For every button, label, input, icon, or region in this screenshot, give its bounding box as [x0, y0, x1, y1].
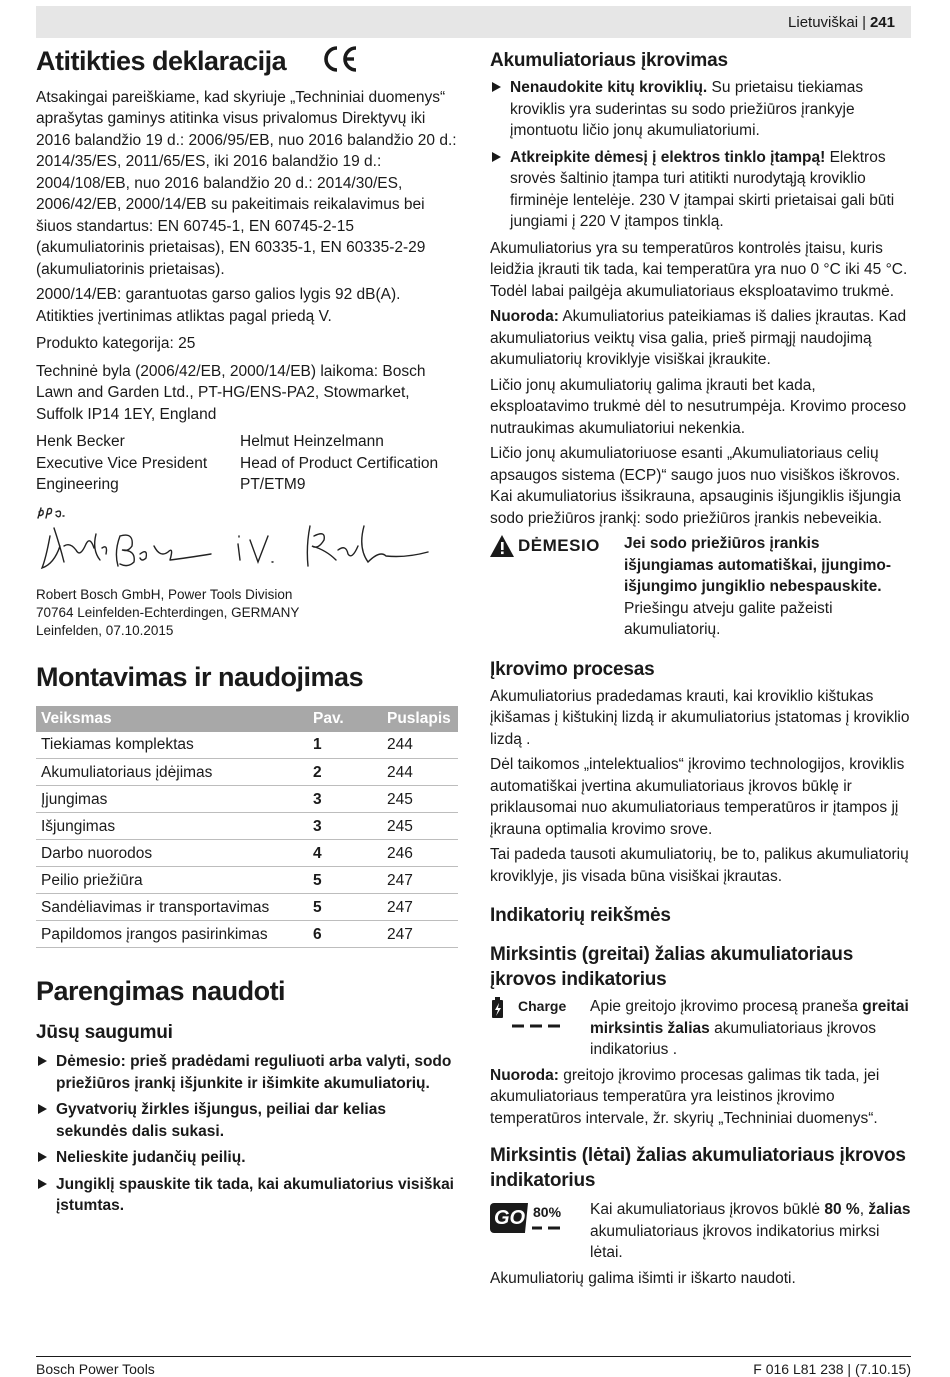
charging-paragraph-3: Ličio jonų akumuliatoriuose esanti „Akumuliatoriaus celių apsaugos sistema (ECP)“ saugo juos nuo visiškos iškrovos. Kai akumuliatorius išsikrauna, apsauginis išjungiklis išjungia sodo priežiūros įrankį: sodo priežiūros įrankis nebeveikia.: [490, 445, 901, 527]
right-column: [490, 48, 912, 1293]
ce-mark-icon: [321, 45, 359, 81]
safety-subheading: Jūsų saugumui: [36, 1022, 173, 1044]
fast-indicator-note: Nuoroda: greitojo įkrovimo procesas galimas tik tada, jei akumuliatoriaus temperatūra yra leistinos įkrovimo temperatūros intervale, žr. skyrių „Techniniai duomenys“.: [490, 1066, 880, 1127]
declaration-heading: Atitikties deklaracija: [36, 44, 458, 81]
table-row: Darbo nuorodos 4 246: [36, 840, 458, 867]
charging-list: [490, 77, 912, 233]
process-paragraph-1: Akumuliatorius pradedamas krauti, kai kroviklio kištukas įkišamas į kištukinį lizdą ir akumuliatorius įstatomas į kroviklio lizdą .: [490, 687, 910, 748]
signer-2: Helmut Heinzelmann Head of Product Certification PT/ETM9: [240, 433, 439, 494]
preparation-heading: Parengimas naudoti: [36, 976, 286, 1007]
process-paragraph-3: Tai padeda tausoti akumuliatorių, be to, palikus akumuliatorių kroviklyje, jis visada būna visiškai įkrautas.: [490, 846, 909, 885]
handwritten-signatures: [36, 506, 458, 580]
declaration-paragraph-3: Produkto kategorija: 25: [36, 335, 196, 353]
charge-icon-label: Charge: [518, 998, 567, 1014]
header-bar: [36, 6, 911, 38]
warning-block: [490, 533, 912, 641]
list-item: Gyvatvorių žirkles išjungus, peiliai dar kelias sekundės dalis sukasi.: [36, 1099, 458, 1142]
left-column: [36, 44, 458, 1222]
table-row: Įjungimas 3 245: [36, 786, 458, 813]
go-icon-percent: 80%: [533, 1204, 562, 1220]
process-heading: Įkrovimo procesas: [490, 658, 655, 680]
page-number: Lietuviškai | 241: [788, 14, 895, 31]
signer-1: Henk Becker Executive Vice President Engineering: [36, 433, 208, 494]
charge-indicator-icon: [490, 996, 590, 1046]
list-item: Jungiklį spauskite tik tada, kai akumuliatorius visiškai įstumtas.: [36, 1174, 458, 1217]
list-item: Atkreipkite dėmesį į elektros tinklo įtampą! Elektros srovės šaltinio įtampa turi atitikti nurodytąją kroviklio firminėje lentelėje. 230 V įtampai skirti prietaisai gali būti jungiami į 220 V įtampos tinklą.: [490, 147, 912, 233]
assembly-heading: Montavimas ir naudojimas: [36, 661, 364, 692]
warning-triangle-icon: [490, 535, 514, 557]
process-paragraph-2: Dėl taikomos „intelektualios“ įkrovimo technologijos, kroviklis automatiškai įvertina akumuliatoriaus įkrovos būklę ir priklausomai nuo akumuliatoriaus temperatūros ir įtampos jį įkrauna optimalia krovimo srove.: [490, 756, 905, 838]
table-header-row: [36, 706, 458, 732]
fast-indicator-text: Apie greitojo įkrovimo procesą praneša greitai mirksintis žalias akumuliatoriaus įkrovos indikatorius .: [590, 998, 909, 1058]
charging-heading: Akumuliatoriaus įkrovimas: [490, 50, 728, 71]
table-row: Sandėliavimas ir transportavimas 5 247: [36, 894, 458, 921]
footer-brand: Bosch Power Tools: [36, 1361, 155, 1377]
fast-indicator-row: [490, 996, 912, 1065]
charging-note: Nuoroda: Akumuliatorius pateikiamas iš dalies įkrautas. Kad akumuliatorius veiktų visa galia, prieš pirmąjį naudojimą akumuliatorių kroviklyje visiškai įkraukite.: [490, 308, 907, 368]
column-header: Puslapis: [382, 706, 458, 732]
signers: [36, 431, 458, 496]
declaration-paragraph-2: 2000/14/EB: garantuotas garso galios lygis 92 dB(A). Atitikties įvertinimas atliktas pagal priedą V.: [36, 286, 401, 325]
slow-indicator-text: Kai akumuliatoriaus įkrovos būklė 80 %, žalias akumuliatoriaus įkrovos indikatorius mirksi lėtai.: [590, 1201, 911, 1261]
assembly-table: [36, 706, 458, 949]
company-address: Robert Bosch GmbH, Power Tools Division 70764 Leinfelden-Echterdingen, GERMANY Leinfelden, 07.10.2015: [36, 586, 300, 638]
final-paragraph: Akumuliatorių galima išimti ir iškarto naudoti.: [490, 1269, 796, 1287]
warning-badge: [490, 535, 600, 557]
warning-label: DĖMESIO: [518, 536, 600, 556]
footer-doc-number: F 016 L81 238 | (7.10.15): [753, 1361, 911, 1377]
slow-indicator-heading: Mirksintis (lėtai) žalias akumuliatoriaus įkrovos indikatorius: [490, 1145, 906, 1191]
declaration-paragraph-1: Atsakingai pareiškiame, kad skyriuje „Techniniai duomenys“ aprašytas gaminys atitinka visus privalomus Direktyvų iki 2016 balandžio 19 d.: 2006/95/EB, nuo 2016 balandžio 20 d.: 2014/35/ES, 2011/65/ES, iki 2016 balandžio 19 d.: 2004/108/EB, nuo 2016 balandžio 20 d.: 2014/30/ES, 2006/42/EB, 2000/14/EB su pakeitimais reikalavimus bei šiuos standartus: EN 60745-1, EN 60745-2-15 (akumuliatorinis prietaisas), EN 60335-1, EN 60335-2-29 (akumuliatorinis prietaisas).: [36, 88, 457, 278]
go-icon-label: GO: [494, 1207, 526, 1229]
table-row: Išjungimas 3 245: [36, 813, 458, 840]
list-item: Nelieskite judančių peilių.: [36, 1147, 458, 1169]
go-indicator-icon: [490, 1199, 590, 1249]
charging-paragraph-1: Akumuliatorius yra su temperatūros kontrolės įtaisu, kuris leidžia įkrauti tik tada, kai temperatūra yra nuo 0 °C iki 45 °C. Todėl labai pailgėja akumuliatoriaus eksploatavimo trukmė.: [490, 239, 908, 300]
footer-divider: [36, 1356, 911, 1357]
list-item: Dėmesio: prieš pradėdami reguliuoti arba valyti, sodo priežiūros įrankį išjunkite ir išimkite akumuliatorių.: [36, 1051, 458, 1094]
list-item: Nenaudokite kitų kroviklių. Su prietaisu tiekiamas kroviklis yra suderintas su sodo priežiūros įrankyje įmontuotu ličio jonų akumuliatoriumi.: [490, 77, 912, 142]
indicators-heading: Indikatorių reikšmės: [490, 905, 671, 926]
column-header: Veiksmas: [36, 706, 308, 732]
fast-indicator-heading: Mirksintis (greitai) žalias akumuliatoriaus įkrovos indikatorius: [490, 944, 854, 990]
table-row: Papildomos įrangos pasirinkimas 6 247: [36, 921, 458, 948]
slow-indicator-row: [490, 1199, 912, 1268]
table-row: Akumuliatoriaus įdėjimas 2 244: [36, 759, 458, 786]
warning-text: Jei sodo priežiūros įrankis išjungiamas automatiškai, įjungimo-išjungimo jungiklio nebespauskite. Priešingu atveju galite pažeisti akumuliatorių.: [624, 535, 891, 638]
column-header: Pav.: [308, 706, 382, 732]
table-row: Peilio priežiūra 5 247: [36, 867, 458, 894]
charging-paragraph-2: Ličio jonų akumuliatorių galima įkrauti bet kada, eksploatavimo trukmė dėl to nesutrumpėja. Krovimo proceso nutraukimas akumuliatoriui nekenkia.: [490, 376, 907, 437]
table-row: Tiekiamas komplektas 1 244: [36, 732, 458, 759]
safety-list: [36, 1051, 458, 1217]
declaration-paragraph-4: Techninė byla (2006/42/EB, 2000/14/EB) laikoma: Bosch Lawn and Garden Ltd., PT-HG/ENS-PA2, Stowmarket, Suffolk IP14 1EY, England: [36, 362, 426, 423]
